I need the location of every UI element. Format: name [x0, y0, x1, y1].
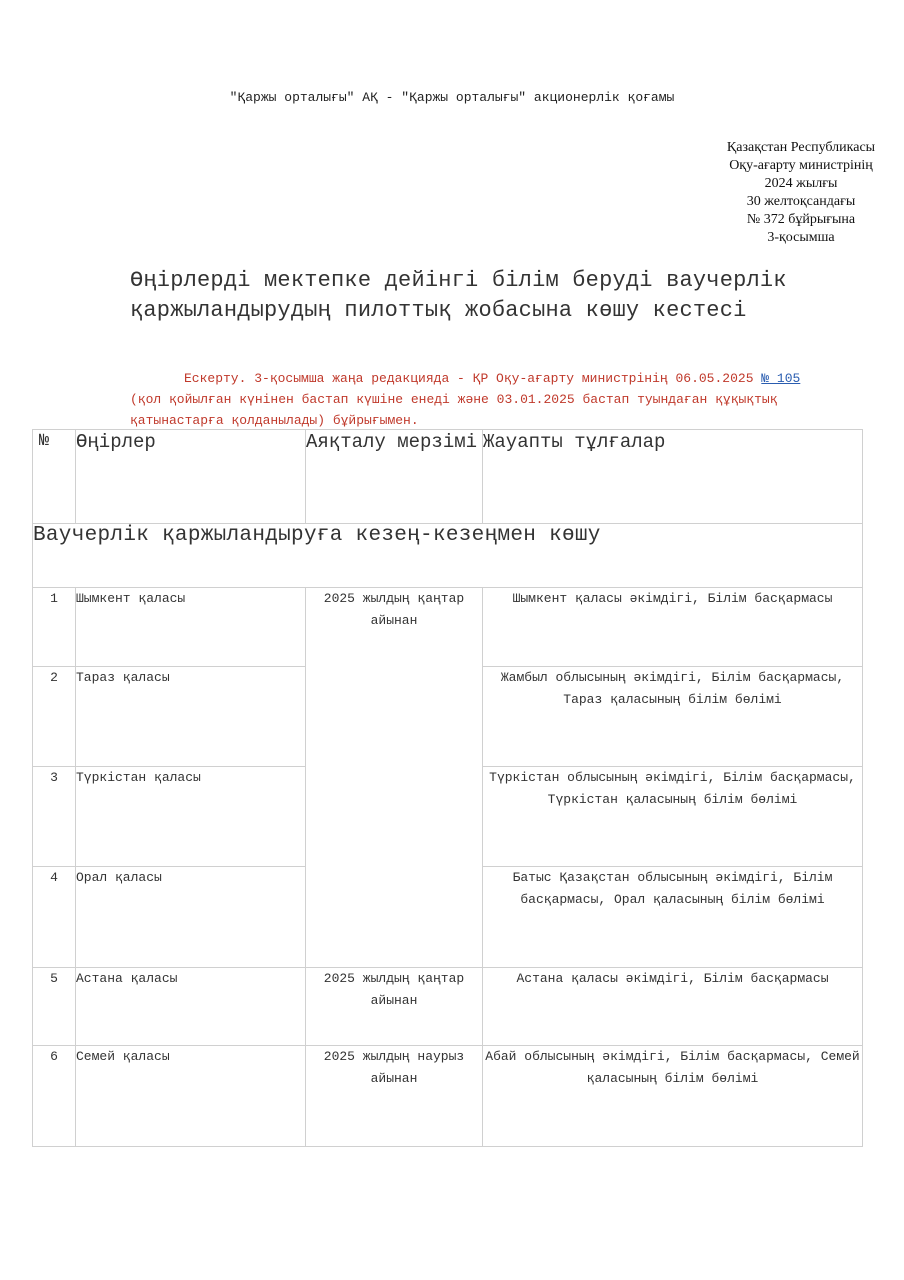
appendix-line: Қазақстан Республикасы: [726, 140, 876, 155]
document-title: Өңірлерді мектепке дейінгі білім беруді ваучерлік қаржыландырудың пилоттық жобасына көшу кестесі: [130, 268, 787, 323]
header-region: Өңірлер: [76, 430, 306, 524]
row-region: Семей қаласы: [76, 1046, 306, 1147]
order-link[interactable]: № 105: [761, 371, 801, 386]
note-text-before: Ескерту. 3-қосымша жаңа редакцияда - ҚР Оқу-ағарту министрінің 06.05.2025: [184, 371, 762, 386]
table-row: [33, 1046, 863, 1147]
table-row: [33, 588, 863, 667]
appendix-line: 3-қосымша: [767, 230, 835, 245]
header-num: №: [33, 430, 76, 524]
row-responsible: Шымкент қаласы әкімдігі, Білім басқармасы: [483, 588, 863, 667]
table-header-row: [33, 430, 863, 524]
row-responsible: Астана қаласы әкімдігі, Білім басқармасы: [483, 968, 863, 1046]
section-title: Ваучерлік қаржыландыруға кезең-кезеңмен көшу: [33, 524, 863, 588]
row-deadline: 2025 жылдың қаңтар айынан: [306, 588, 483, 968]
row-region: Астана қаласы: [76, 968, 306, 1046]
row-responsible: Жамбыл облысының әкімдігі, Білім басқармасы, Тараз қаласының білім бөлімі: [483, 667, 863, 767]
source-line: "Қаржы орталығы" АҚ - "Қаржы орталығы" акционерлік қоғамы: [229, 90, 675, 105]
row-region: Түркістан қаласы: [76, 767, 306, 867]
appendix-line: 30 желтоқсандағы: [746, 194, 856, 209]
row-num: 5: [33, 968, 76, 1046]
row-region: Шымкент қаласы: [76, 588, 306, 667]
row-num: 2: [33, 667, 76, 767]
schedule-table: [32, 429, 863, 1147]
row-num: 6: [33, 1046, 76, 1147]
row-region: Тараз қаласы: [76, 667, 306, 767]
appendix-block: [716, 139, 886, 247]
row-deadline: 2025 жылдың наурыз айынан: [306, 1046, 483, 1147]
row-region: Орал қаласы: [76, 867, 306, 968]
row-deadline: 2025 жылдың қаңтар айынан: [306, 968, 483, 1046]
section-row: [33, 524, 863, 588]
row-responsible: Түркістан облысының әкімдігі, Білім басқармасы, Түркістан қаласының білім бөлімі: [483, 767, 863, 867]
row-num: 1: [33, 588, 76, 667]
note-text-after: (қол қойылған күнінен бастап күшіне енеді және 03.01.2025 бастап туындаған құқықтық қатынастарға қолданылады) бұйрығымен.: [130, 392, 778, 428]
row-num: 4: [33, 867, 76, 968]
header-deadline: Аяқталу мерзімі: [306, 430, 483, 524]
appendix-line: № 372 бұйрығына: [746, 212, 856, 227]
row-responsible: Батыс Қазақстан облысының әкімдігі, Білім басқармасы, Орал қаласының білім бөлімі: [483, 867, 863, 968]
appendix-line: 2024 жылғы: [764, 176, 838, 191]
appendix-line: Оқу-ағарту министрінің: [729, 158, 873, 173]
editorial-note: [130, 368, 830, 431]
row-responsible: Абай облысының әкімдігі, Білім басқармасы, Семей қаласының білім бөлімі: [483, 1046, 863, 1147]
table-row: [33, 968, 863, 1046]
row-num: 3: [33, 767, 76, 867]
header-responsible: Жауапты тұлғалар: [483, 430, 863, 524]
